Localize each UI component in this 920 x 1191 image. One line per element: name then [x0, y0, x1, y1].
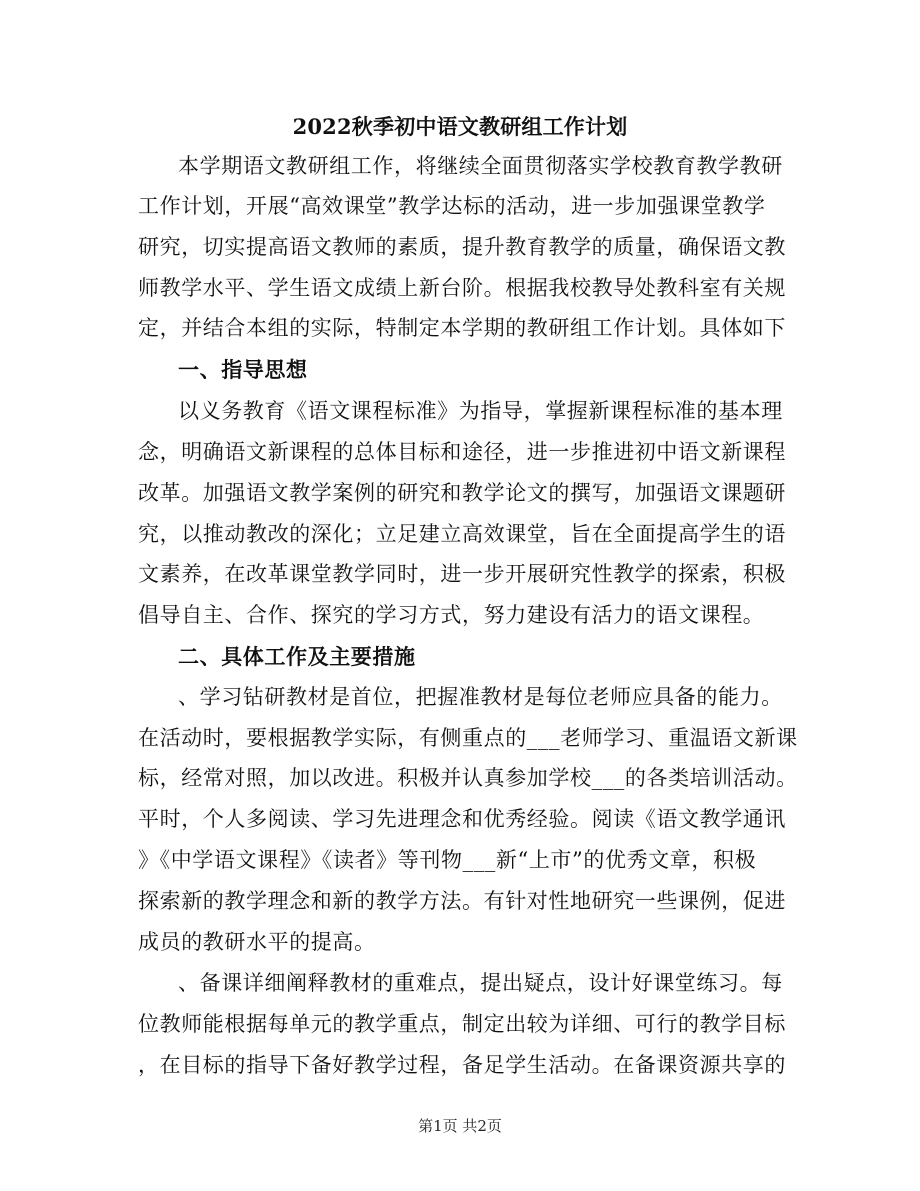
paragraph-line: 定，并结合本组的实际，特制定本学期的教研组工作计划。具体如下	[138, 316, 786, 340]
paragraph-line: 位教师能根据每单元的教学重点，制定出较为详细、可行的教学目标	[138, 1012, 786, 1036]
paragraph-line: 》《中学语文课程》《读者》等刊物___新“上市”的优秀文章，积极	[138, 848, 757, 872]
document-title: 2022秋季初中语文教研组工作计划	[292, 114, 628, 139]
paragraph-line: 师教学水平、学生语文成绩上新台阶。根据我校教导处教科室有关规	[138, 276, 786, 300]
paragraph-line: 念，明确语文新课程的总体目标和途径，进一步推进初中语文新课程	[138, 440, 786, 464]
paragraph-line: 研究，切实提高语文教师的素质，提升教育教学的质量，确保语文教	[138, 235, 786, 259]
section-heading: 一、指导思想	[178, 357, 308, 382]
paragraph-line: 在活动时，要根据教学实际，有侧重点的___老师学习、重温语文新课	[138, 726, 798, 750]
paragraph-line: 究，以推动教改的深化；立足建立高效课堂，旨在全面提高学生的语	[138, 522, 786, 546]
page-footer: 第1页 共2页	[418, 1117, 502, 1135]
paragraph-line: 成员的教研水平的提高。	[138, 930, 376, 954]
paragraph-line: 工作计划，开展“高效课堂”教学达标的活动，进一步加强课堂教学	[138, 194, 766, 218]
paragraph-line: 改革。加强语文教学案例的研究和教学论文的撰写，加强语文课题研	[138, 481, 786, 505]
paragraph-line: 标，经常对照，加以改进。积极并认真参加学校___的各类培训活动。	[138, 766, 798, 790]
section-heading: 二、具体工作及主要措施	[178, 644, 416, 669]
paragraph-line: 文素养，在改革课堂教学同时，进一步开展研究性教学的探索，积极	[138, 562, 786, 586]
paragraph-line: ，在目标的指导下备好教学过程，备足学生活动。在备课资源共享的	[138, 1053, 786, 1077]
paragraph-line: 以义务教育《语文课程标准》为指导，掌握新课程标准的基本理	[178, 399, 783, 423]
paragraph-line: 平时，个人多阅读、学习先进理念和优秀经验。阅读《语文教学通讯	[138, 807, 786, 831]
paragraph-line: 本学期语文教研组工作，将继续全面贯彻落实学校教育教学教研	[178, 154, 783, 178]
paragraph-line: 、备课详细阐释教材的重难点，提出疑点，设计好课堂练习。每	[178, 971, 783, 995]
paragraph-line: 、学习钻研教材是首位，把握准教材是每位老师应具备的能力。	[178, 685, 783, 709]
paragraph-line: 探索新的教学理念和新的教学方法。有针对性地研究一些课例，促进	[138, 889, 786, 913]
paragraph-line: 倡导自主、合作、探究的学习方式，努力建设有活力的语文课程。	[138, 603, 765, 627]
